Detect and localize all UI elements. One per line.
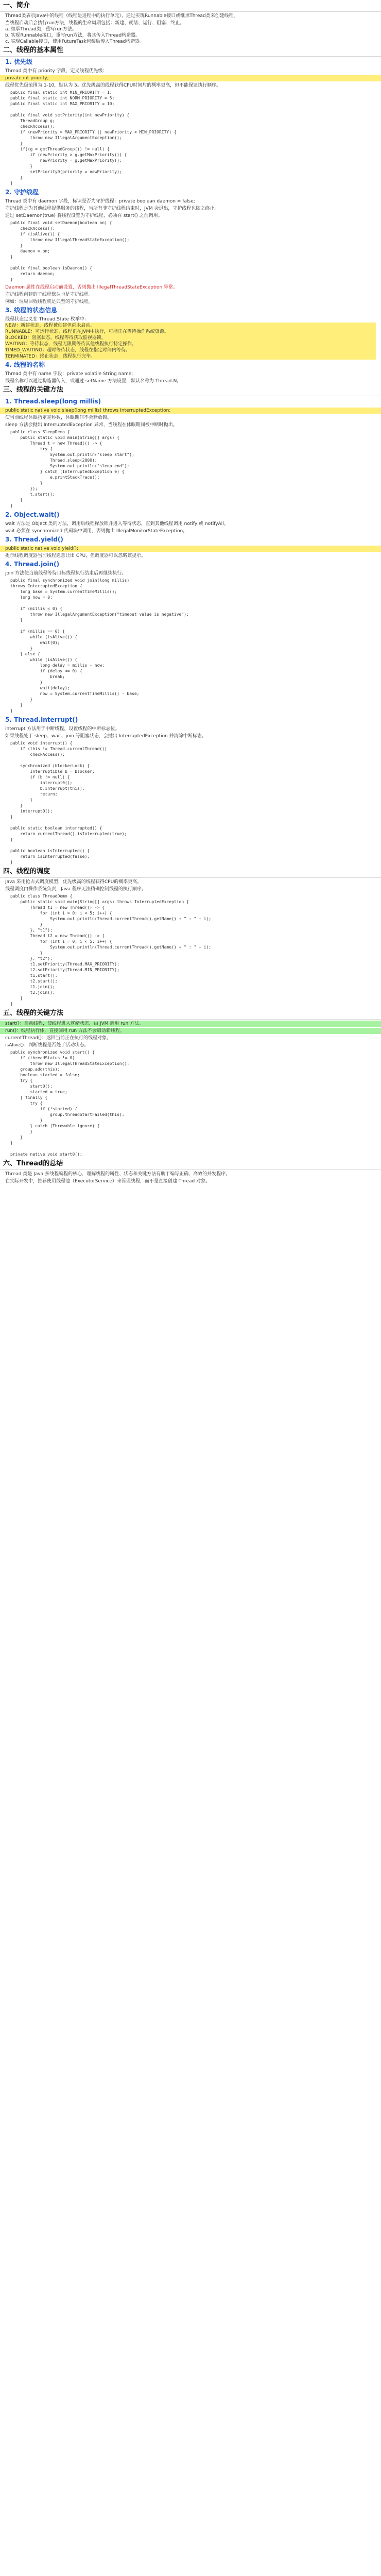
subsection-title: 1. Thread.sleep(long millis) [5,398,101,405]
subsection-title: 2. 守护线程 [5,189,39,196]
paragraph: 线程状态定义在 Thread.State 枚举中： [5,317,89,322]
list-item: TIMED_WAITING：超时等待状态，线程在指定时间内等待。 [5,347,376,353]
section-title: 二、线程的基本属性 [0,45,381,57]
subsection-title: 3. Thread.yield() [5,536,63,543]
note: 守护线程创建的子线程默认也是守护线程。 [5,292,94,297]
paragraph: Thread类表示Java中的线程（线程是进程中的执行单元），通过实现Runnable接口或继承Thread类来创建线程。 [5,13,238,19]
paragraph: 线程名称可以通过构造器传入，或通过 setName 方法设置，默认名称为 Thread-N。 [5,379,182,384]
paragraph: run()：线程执行体，直接调用 run 方法不会启动新线程。 [0,1028,381,1034]
list-item: TERMINATED：终止状态，线程执行完毕。 [5,353,376,360]
subsection-title: 4. Thread.join() [5,561,60,568]
section-key-methods-2 [0,1008,381,1158]
state-list [0,323,381,360]
code-block: public final synchronized void join(long millis) throws InterruptedException { long base = System.currentTimeMillis(); long now = 0; if (millis < 0) { throw new IllegalArgumentException("timeout value is negative"); } if (millis == 0) { while (isAlive()) { wait(0); } } else { while (isAlive()) { long delay = millis - now; if (delay <= 0) { break; } wait(delay); now = System.currentTimeMillis() - base; } } } [10,578,189,713]
code-block: public void interrupt() { if (this != Thread.currentThread()) checkAccess(); synchronized (blockerLock) { Interruptible b = blocker; if (b != null) { interrupt0(); b.interrupt(this); return; } } interrupt0(); } public static boolean interrupted() { return currentThread().isInterrupted(true); } public boolean isInterrupted() { return isInterrupted(false); } [10,741,127,865]
paragraph: sleep 方法会抛出 InterruptedException 异常，当线程在休眠期间被中断时抛出。 [5,422,178,428]
paragraph: 当线程启动后会执行run方法，线程的生命周期包括：新建、就绪、运行、阻塞、终止。 [5,21,185,26]
paragraph: 使当前线程休眠指定毫秒数，休眠期间不会释放锁。 [5,415,112,420]
code-block: public class ThreadDemo { public static void main(String[] args) throws InterruptedException { Thread t1 = new Thread(() -> { for (int i = 0; i < 5; i++) { System.out.println(Thread.currentThread().getName() + " : " + i); } }, "t1"); Thread t2 = new Thread(() -> { for (int i = 0; i < 5; i++) { System.out.println(Thread.currentThread().getName() + " : " + i); } }, "t2"); t1.setPriority(Thread.MAX_PRIORITY); t2.setPriority(Thread.MIN_PRIORITY); t1.start(); t2.start(); t1.join(); t2.join(); } } [10,894,212,1006]
code-block: public synchronized void start() { if (threadStatus != 0) throw new IllegalThreadStateException(); group.add(this); boolean started = false; try { start0(); started = true; } finally { try { if (!started) { group.threadStartFailed(this); } } catch (Throwable ignore) { } } } private native void start0(); [10,1050,130,1157]
document [0,0,381,1184]
paragraph: Thread 类是 Java 多线程编程的核心，理解线程的属性、状态和关键方法有助于编写正确、高效的并发程序。 [5,1172,231,1177]
paragraph: 线程优先级范围为 1-10，默认为 5。优先级高的线程获得CPU时间片的概率更高，但不能保证执行顺序。 [5,83,221,88]
subsection-title: 4. 线程的名称 [5,361,45,368]
list-item: c. 实现Callable接口，使用FutureTask包装后传入Thread构造器。 [5,39,145,44]
paragraph: private int priority; [0,75,381,81]
section-title: 一、简介 [0,0,381,12]
paragraph: currentThread()：返回当前正在执行的线程对象。 [5,1036,111,1041]
paragraph: 线程调度由操作系统负责，Java 程序无法精确控制线程的执行顺序。 [5,887,146,892]
paragraph: 守护线程是为其他线程提供服务的线程，当所有非守护线程结束时，JVM 会退出，守护线程也随之终止。 [5,206,219,211]
bullet-list [0,26,381,45]
list-item: BLOCKED：阻塞状态，线程等待获取监视器锁。 [5,335,376,341]
paragraph: 通过 setDaemon(true) 将线程设置为守护线程，必须在 start() 之前调用。 [5,213,163,218]
paragraph: 提示线程调度器当前线程愿意让出 CPU，但调度器可以忽略该提示。 [5,553,146,558]
paragraph: isAlive()：判断线程是否处于活动状态。 [5,1043,89,1048]
section-title: 三、线程的关键方法 [0,384,381,396]
note: 例如：垃圾回收线程就是典型的守护线程。 [5,299,94,304]
subsection-title: 2. Object.wait() [5,511,60,518]
section-key-methods [0,384,381,866]
paragraph: Thread 类中有 daemon 字段，标识是否为守护线程：private boolean daemon = false; [5,199,195,204]
section-basic-properties [0,45,381,384]
paragraph: public static native void yield(); [0,546,381,552]
section-title: 五、线程的关键方法 [0,1008,381,1020]
section-summary [0,1158,381,1184]
list-item: NEW：新建状态，线程被创建但尚未启动。 [5,323,376,329]
list-item: WAITING：等待状态，线程无限期等待其他线程执行特定操作。 [5,341,376,347]
paragraph: join 方法使当前线程等待目标线程执行结束后再继续执行。 [5,571,127,576]
list-item: b. 实现Runnable接口，重写run方法，将其传入Thread构造器。 [5,33,141,38]
subsection-title: 1. 优先级 [5,58,33,65]
paragraph: wait 必须在 synchronized 代码块中调用，否则抛出 IllegalMonitorStateException。 [5,529,188,534]
list-item: RUNNABLE：可运行状态，线程正在JVM中执行，可能正在等待操作系统资源。 [5,329,376,335]
code-block: public class SleepDemo { public static void main(String[] args) { Thread t = new Thread(() -> { try { System.out.println("sleep start"); Thread.sleep(2000); System.out.println("sleep end"); } catch (InterruptedException e) { e.printStackTrace(); } }); t.start(); } } [10,430,134,508]
section-intro [0,0,381,45]
code-block: public final static int MIN_PRIORITY = 1; public final static int NORM_PRIORITY = 5; public final static int MAX_PRIORITY = 10; public final void setPriority(int newPriority) { ThreadGroup g; checkAccess(); if (newPriority > MAX_PRIORITY || newPriority < MIN_PRIORITY) { throw new IllegalArgumentException(); } if((g = getThreadGroup()) != null) { if (newPriority > g.getMaxPriority()) { newPriority = g.getMaxPriority(); } setPriority0(priority = newPriority); } } [10,90,177,185]
section-title: 六、Thread的总结 [0,1158,381,1170]
section-title: 四、线程的调度 [0,866,381,878]
paragraph: public static native void sleep(long millis) throws InterruptedException; [0,408,381,414]
list-item: a. 继承Thread类，重写run方法。 [5,27,77,32]
paragraph: 在实际开发中，推荐使用线程池（ExecutorService）来管理线程，而不是直接创建 Thread 对象。 [5,1179,211,1184]
note: Daemon 属性在线程启动前设置，否则抛出 IllegalThreadStateException 异常。 [5,285,178,290]
subsection-title: 3. 线程的状态信息 [5,307,58,314]
subsection-title: 5. Thread.interrupt() [5,716,78,723]
paragraph: interrupt 方法用于中断线程，设置线程的中断标志位。 [5,726,120,732]
section-scheduling [0,866,381,1008]
paragraph: Thread 类中有 priority 字段，定义线程优先级： [5,69,108,74]
paragraph: wait 方法是 Object 类的方法，调用后线程释放锁并进入等待状态，直到其他线程调用 notify 或 notifyAll。 [5,521,229,527]
paragraph: Java 采用抢占式调度模型，优先级高的线程获得CPU的概率更高。 [5,879,142,885]
paragraph: Thread 类中有 name 字段：private volatile String name; [5,371,133,377]
code-block: public final void setDaemon(boolean on) { checkAccess(); if (isAlive()) { throw new IllegalThreadStateException(); } daemon = on; } public final boolean isDaemon() { return daemon; } [10,221,130,282]
paragraph: start()：启动线程，使线程进入就绪状态，由 JVM 调用 run 方法。 [0,1021,381,1027]
paragraph: 如果线程处于 sleep、wait、join 等阻塞状态，会抛出 InterruptedException 并清除中断标志。 [5,734,206,739]
